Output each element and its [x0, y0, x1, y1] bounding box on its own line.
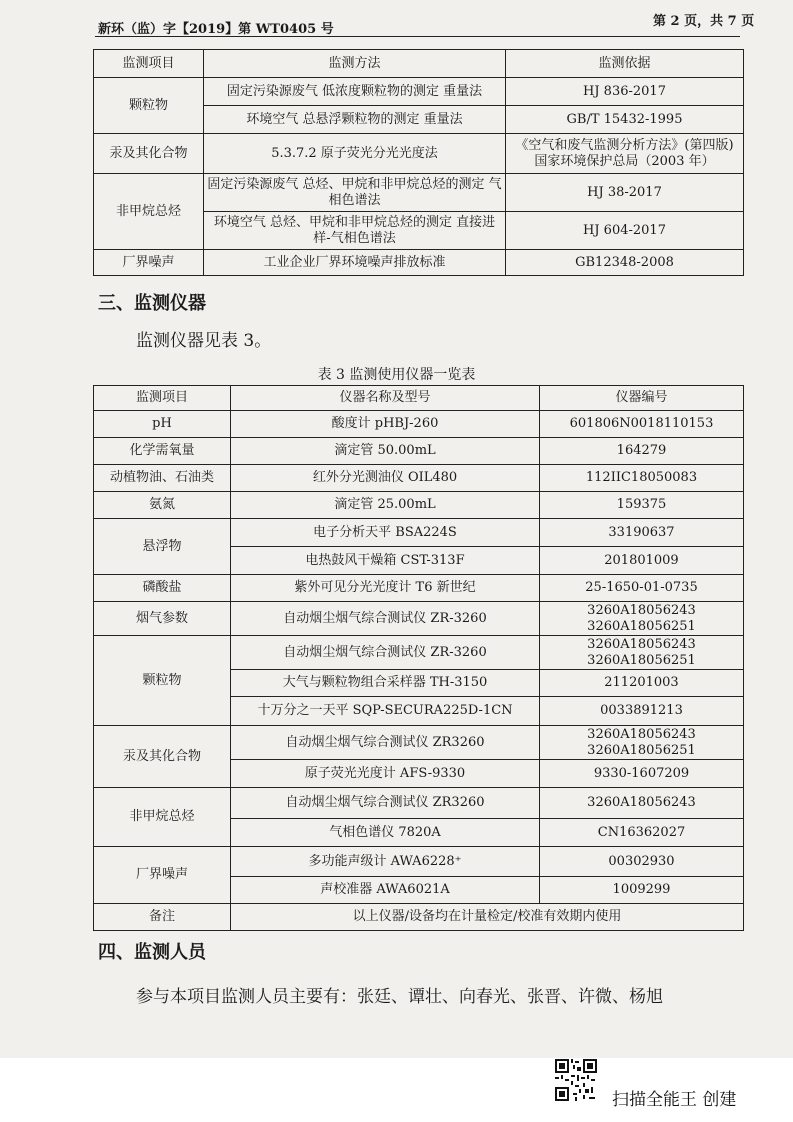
table-row: [94, 134, 744, 174]
instrument-cell: 自动烟尘烟气综合测试仪 ZR-3260: [231, 636, 540, 670]
instrument-cell: 声校准器 AWA6021A: [231, 877, 540, 904]
section-3-title: 三、监测仪器: [98, 293, 206, 314]
table-row: [94, 438, 744, 465]
basis-cell: 《空气和废气监测分析方法》(第四版)国家环境保护总局（2003 年）: [506, 134, 744, 174]
item-cell: 非甲烷总烃: [94, 788, 231, 847]
code-line: 3260A18056243: [587, 602, 696, 618]
table-row: [94, 602, 744, 636]
remark-text: 以上仪器/设备均在计量检定/校准有效期内使用: [231, 904, 744, 931]
code-cell: 3260A18056243: [540, 788, 744, 819]
item-cell: 颗粒物: [94, 78, 204, 134]
header-divider: [95, 36, 740, 37]
code-cell: [540, 726, 744, 760]
instrument-cell: 自动烟尘烟气综合测试仪 ZR3260: [231, 726, 540, 760]
item-cell: 化学需氧量: [94, 438, 231, 465]
method-cell: 5.3.7.2 原子荧光分光光度法: [204, 134, 506, 174]
code-cell: 0033891213: [540, 697, 744, 726]
item-cell: 氨氮: [94, 492, 231, 519]
table-caption: 表 3 监测使用仪器一览表: [317, 367, 476, 383]
instrument-cell: 自动烟尘烟气综合测试仪 ZR3260: [231, 788, 540, 819]
code-line: 3260A18056251: [587, 618, 696, 634]
table-row: [94, 465, 744, 492]
table-row: [94, 726, 744, 760]
table-row: [94, 519, 744, 547]
code-cell: 25-1650-01-0735: [540, 575, 744, 602]
table-row: [94, 847, 744, 877]
table-row: [94, 411, 744, 438]
remark-label: 备注: [94, 904, 231, 931]
section-4-title: 四、监测人员: [98, 942, 206, 963]
table-row: [94, 636, 744, 670]
instrument-cell: 自动烟尘烟气综合测试仪 ZR-3260: [231, 602, 540, 636]
code-cell: 33190637: [540, 519, 744, 547]
document-number: 新环（监）字【2019】第 WT0405 号: [98, 22, 334, 37]
code-cell: 159375: [540, 492, 744, 519]
table-row: [94, 174, 744, 212]
header-cell: 仪器名称及型号: [231, 386, 540, 411]
item-cell: 磷酸盐: [94, 575, 231, 602]
scanner-watermark-text: 扫描全能王 创建: [612, 1090, 737, 1110]
table-header-row: [94, 50, 744, 78]
basis-cell: GB12348-2008: [506, 250, 744, 276]
method-cell: 工业企业厂界环境噪声排放标准: [204, 250, 506, 276]
table-row: [94, 492, 744, 519]
instrument-cell: 滴定管 50.00mL: [231, 438, 540, 465]
instruments-table: [93, 385, 744, 931]
method-cell: 环境空气 总烃、甲烷和非甲烷总烃的测定 直接进样-气相色谱法: [204, 212, 506, 250]
table-row: [94, 788, 744, 819]
item-cell: 颗粒物: [94, 636, 231, 726]
item-cell: 动植物油、石油类: [94, 465, 231, 492]
basis-cell: GB/T 15432-1995: [506, 106, 744, 134]
method-cell: 固定污染源废气 总烃、甲烷和非甲烷总烃的测定 气相色谱法: [204, 174, 506, 212]
instrument-cell: 气相色谱仪 7820A: [231, 819, 540, 847]
item-cell: 非甲烷总烃: [94, 174, 204, 250]
instrument-cell: 电子分析天平 BSA224S: [231, 519, 540, 547]
page-info: 第 2 页，共 7 页: [653, 14, 755, 29]
section-3-text: 监测仪器见表 3。: [136, 331, 272, 351]
item-cell: pH: [94, 411, 231, 438]
basis-cell: HJ 604-2017: [506, 212, 744, 250]
item-cell: 汞及其化合物: [94, 726, 231, 788]
code-line: 3260A18056243: [587, 726, 696, 742]
monitoring-methods-table: [93, 49, 744, 276]
code-cell: 1009299: [540, 877, 744, 904]
code-line: 3260A18056243: [587, 636, 696, 652]
header-cell: 监测依据: [506, 50, 744, 78]
header-cell: 仪器编号: [540, 386, 744, 411]
basis-cell: HJ 38-2017: [506, 174, 744, 212]
code-cell: 164279: [540, 438, 744, 465]
item-cell: 厂界噪声: [94, 250, 204, 276]
header-cell: 监测项目: [94, 386, 231, 411]
code-cell: CN16362027: [540, 819, 744, 847]
instrument-cell: 紫外可见分光光度计 T6 新世纪: [231, 575, 540, 602]
code-cell: 601806N0018110153: [540, 411, 744, 438]
table-row: [94, 250, 744, 276]
instrument-cell: 酸度计 pHBJ-260: [231, 411, 540, 438]
code-cell: 201801009: [540, 547, 744, 575]
table-header-row: [94, 386, 744, 411]
instrument-cell: 多功能声级计 AWA6228⁺: [231, 847, 540, 877]
code-cell: 211201003: [540, 670, 744, 697]
item-cell: 厂界噪声: [94, 847, 231, 904]
basis-cell: HJ 836-2017: [506, 78, 744, 106]
item-cell: 烟气参数: [94, 602, 231, 636]
instrument-cell: 红外分光测油仪 OIL480: [231, 465, 540, 492]
code-cell: 00302930: [540, 847, 744, 877]
code-line: 3260A18056251: [587, 652, 696, 668]
section-4-text: 参与本项目监测人员主要有：张廷、谭壮、向春光、张晋、许微、杨旭: [136, 987, 663, 1007]
code-cell: [540, 602, 744, 636]
instrument-cell: 大气与颗粒物组合采样器 TH-3150: [231, 670, 540, 697]
code-line: 3260A18056251: [587, 742, 696, 758]
header-cell: 监测项目: [94, 50, 204, 78]
method-cell: 环境空气 总悬浮颗粒物的测定 重量法: [204, 106, 506, 134]
qr-code-icon: [555, 1059, 597, 1101]
instrument-cell: 滴定管 25.00mL: [231, 492, 540, 519]
code-cell: 9330-1607209: [540, 760, 744, 788]
header-cell: 监测方法: [204, 50, 506, 78]
code-cell: [540, 636, 744, 670]
instrument-cell: 原子荧光光度计 AFS-9330: [231, 760, 540, 788]
table-row: [94, 78, 744, 106]
code-cell: 112IIC18050083: [540, 465, 744, 492]
table-row: [94, 575, 744, 602]
instrument-cell: 十万分之一天平 SQP-SECURA225D-1CN: [231, 697, 540, 726]
item-cell: 汞及其化合物: [94, 134, 204, 174]
item-cell: 悬浮物: [94, 519, 231, 575]
instrument-cell: 电热鼓风干燥箱 CST-313F: [231, 547, 540, 575]
method-cell: 固定污染源废气 低浓度颗粒物的测定 重量法: [204, 78, 506, 106]
remark-row: [94, 904, 744, 931]
